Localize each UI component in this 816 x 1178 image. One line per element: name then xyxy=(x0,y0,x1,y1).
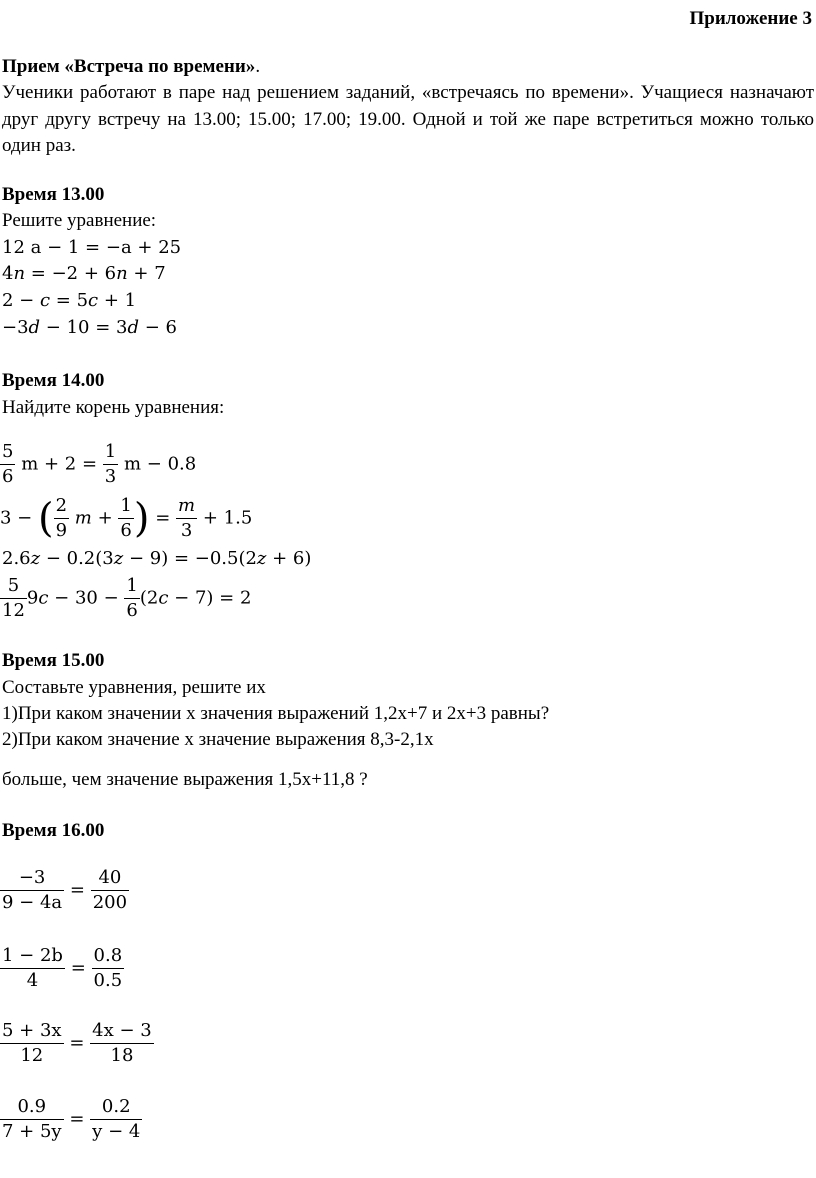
equation-16-2 xyxy=(0,944,124,993)
numerator: 1 xyxy=(103,440,118,465)
denominator: 9 − 4a xyxy=(2,892,63,913)
section-14-instruction: Найдите корень уравнения: xyxy=(2,397,225,418)
fraction xyxy=(91,866,129,915)
fraction xyxy=(92,944,125,993)
denominator: 3 xyxy=(180,520,193,541)
denominator: y − 4 xyxy=(92,1121,141,1142)
equation-13-3: 2 − 𝑐 = 5𝑐 + 1 xyxy=(2,290,137,311)
denominator: 12 xyxy=(2,600,25,621)
denominator: 6 xyxy=(2,466,14,487)
fraction xyxy=(0,440,15,489)
section-13-heading: Время 13.00 xyxy=(2,184,105,205)
equals-sign: = xyxy=(69,879,85,901)
fraction xyxy=(90,1095,142,1144)
numerator: 𝑚 xyxy=(176,494,197,519)
equation-13-1: 12 a − 1 = −a + 25 xyxy=(2,237,182,258)
numerator: 5 xyxy=(0,440,15,465)
numerator: 1 xyxy=(118,494,133,519)
fraction xyxy=(0,1095,64,1144)
fraction xyxy=(124,574,139,623)
equation-16-3 xyxy=(0,1019,154,1068)
equals-sign: = xyxy=(155,507,171,529)
intro-paragraph: Ученики работают в паре над решением заданий, «встречаясь по времени». Учащиеся назначают друг другу встречу на 13.00; 15.00; 17.00; 19.00. Одной и той же паре встретиться можно только один раз. xyxy=(2,82,814,156)
denominator: 6 xyxy=(126,600,138,621)
fraction xyxy=(0,944,65,993)
section-15-line-3: 2)При каком значение х значение выражения 8,3-2,1х xyxy=(2,729,434,750)
numerator: 2 xyxy=(54,494,69,519)
equation-part: m − 0.8 xyxy=(123,453,197,475)
denominator: 9 xyxy=(55,520,68,541)
equation-14-3: 2.6𝑧 − 0.2(3𝑧 − 9) = −0.5(2𝑧 + 6) xyxy=(2,548,312,569)
right-paren: ) xyxy=(133,495,150,542)
numerator: −3 xyxy=(0,866,64,891)
equation-part: + 1.5 xyxy=(202,507,253,529)
section-16-heading: Время 16.00 xyxy=(2,820,105,841)
denominator: 18 xyxy=(110,1045,134,1066)
fraction xyxy=(0,1019,64,1068)
equation-16-1 xyxy=(0,866,129,915)
fraction xyxy=(176,494,197,543)
equation-14-4 xyxy=(0,574,251,623)
numerator: 5 xyxy=(0,574,27,599)
denominator: 6 xyxy=(120,520,132,541)
section-15-line-2: 1)При каком значении х значения выражений 1,2х+7 и 2х+3 равны? xyxy=(2,703,550,724)
numerator: 1 − 2b xyxy=(0,944,65,969)
denominator: 4 xyxy=(26,970,39,991)
denominator: 0.5 xyxy=(93,970,123,991)
equation-13-2: 4𝑛 = −2 + 6𝑛 + 7 xyxy=(2,263,166,284)
section-15-heading: Время 15.00 xyxy=(2,650,105,671)
equation-14-2 xyxy=(0,494,252,543)
appendix-label: Приложение 3 xyxy=(689,8,812,29)
equation-13-4: −3𝑑 − 10 = 3𝑑 − 6 xyxy=(2,317,177,338)
equation-part: m + 2 = xyxy=(21,453,98,475)
numerator: 0.8 xyxy=(92,944,125,969)
numerator: 40 xyxy=(91,866,129,891)
fraction xyxy=(0,574,27,623)
equation-part: 3 − xyxy=(0,507,33,529)
section-15-line-1: Составьте уравнения, решите их xyxy=(2,677,266,698)
intro-title-dot: . xyxy=(255,56,261,77)
denominator: 3 xyxy=(104,466,117,487)
numerator: 0.9 xyxy=(0,1095,64,1120)
fraction xyxy=(54,494,69,543)
intro-title xyxy=(2,54,260,80)
equation-part: 9𝑐 − 30 − xyxy=(26,587,119,609)
equation-16-4 xyxy=(0,1095,142,1144)
equation-14-1 xyxy=(0,440,196,489)
denominator: 12 xyxy=(20,1045,44,1066)
fraction xyxy=(103,440,118,489)
section-15-line-4: больше, чем значение выражения 1,5х+11,8 ? xyxy=(2,769,368,790)
left-paren: ( xyxy=(38,495,54,542)
denominator: 200 xyxy=(92,892,128,913)
numerator: 0.2 xyxy=(90,1095,142,1120)
fraction xyxy=(0,866,64,915)
numerator: 4x − 3 xyxy=(90,1019,154,1044)
numerator: 1 xyxy=(124,574,139,599)
section-13-instruction: Решите уравнение: xyxy=(2,210,157,231)
intro-title-bold: Прием «Встреча по времени» xyxy=(2,56,256,77)
denominator: 7 + 5y xyxy=(2,1121,62,1142)
equation-part: (2𝑐 − 7) = 2 xyxy=(139,587,252,609)
fraction xyxy=(90,1019,154,1068)
section-14-heading: Время 14.00 xyxy=(2,370,105,391)
equals-sign: = xyxy=(69,1108,85,1130)
fraction xyxy=(118,494,133,543)
equals-sign: = xyxy=(69,1032,85,1054)
equation-part: 𝑚 + xyxy=(74,507,113,529)
equals-sign: = xyxy=(70,957,86,979)
numerator: 5 + 3x xyxy=(0,1019,64,1044)
